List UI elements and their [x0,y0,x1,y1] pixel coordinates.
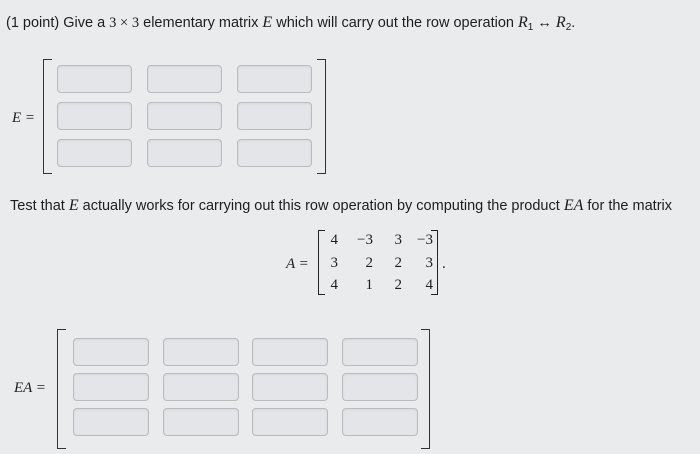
test-part: Test that [10,198,69,214]
e-cell-3-1[interactable] [57,139,132,167]
swap-arrow: ↔ [533,15,556,31]
a-entry-3-2: 1 [365,277,373,293]
a-entry-2-2: 2 [365,255,373,271]
ea-cell-3-2[interactable] [163,408,239,436]
a-entry-1-4: −3 [417,232,433,248]
a-entry-1-2: −3 [357,232,373,248]
e-cell-1-2[interactable] [147,65,222,93]
ea-cell-2-4[interactable] [342,373,418,401]
question-end: . [571,15,576,31]
a-entry-3-4: 4 [425,277,433,293]
a-equals-label: A = [286,256,309,272]
points-label: (1 point) [6,15,60,31]
e-cell-3-3[interactable] [237,139,312,167]
a-entry-2-4: 3 [425,255,433,271]
ea-cell-1-1[interactable] [73,338,149,366]
a-entry-1-1: 4 [330,232,338,248]
test-part: actually works for carrying out this row operation by computing the product [78,198,564,214]
row-r1-sub: 1 [527,22,534,33]
ea-right-bracket [421,329,430,449]
a-entry-3-3: 2 [394,277,402,293]
ea-cell-3-1[interactable] [73,408,149,436]
test-instruction [10,197,672,215]
ea-cell-2-3[interactable] [252,373,328,401]
row-r2: R [555,14,566,31]
e-cell-3-2[interactable] [147,139,222,167]
ea-cell-1-2[interactable] [163,338,239,366]
ea-cell-1-4[interactable] [342,338,418,366]
a-period: . [442,256,446,272]
test-part: for the matrix [583,198,672,214]
a-entry-2-1: 3 [330,255,338,271]
question-part: Give a [59,15,110,31]
a-entry-1-3: 3 [394,232,402,248]
ea-left-bracket [57,329,66,449]
e-left-bracket [43,59,52,174]
e-right-bracket [317,59,326,174]
matrix-name-e: E [262,14,273,31]
e-equals-label: E = [12,110,36,126]
e-cell-2-1[interactable] [57,102,132,130]
test-e: E [68,197,79,214]
row-r2-sub: 2 [565,22,572,33]
ea-equals-label: EA = [14,380,46,396]
e-cell-2-2[interactable] [147,102,222,130]
question-part: elementary matrix [139,15,263,31]
ea-cell-2-2[interactable] [163,373,239,401]
test-ea: EA [563,197,584,214]
question-part: which will carry out the row operation [272,15,518,31]
question-text [6,14,575,33]
a-entry-3-1: 4 [330,277,338,293]
ea-cell-3-4[interactable] [342,408,418,436]
ea-cell-1-3[interactable] [252,338,328,366]
e-cell-2-3[interactable] [237,102,312,130]
e-cell-1-3[interactable] [237,65,312,93]
dimension: 3 × 3 [109,15,140,31]
ea-cell-2-1[interactable] [73,373,149,401]
e-cell-1-1[interactable] [57,65,132,93]
row-r1: R [518,14,528,31]
ea-cell-3-3[interactable] [252,408,328,436]
a-entry-2-3: 2 [394,255,402,271]
